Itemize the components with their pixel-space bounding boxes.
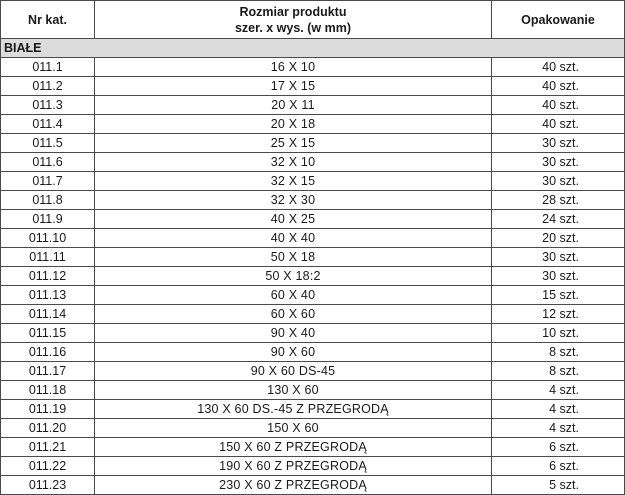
- product-size-cell: 32 X 10: [95, 153, 492, 172]
- packaging-cell: 4 szt.: [492, 400, 625, 419]
- catalog-number-cell: 011.10: [1, 229, 95, 248]
- packaging-cell: 40 szt.: [492, 115, 625, 134]
- product-size-cell: 60 X 60: [95, 305, 492, 324]
- table-row: [1, 115, 625, 134]
- catalog-number-cell: 011.20: [1, 419, 95, 438]
- catalog-number-cell: 011.6: [1, 153, 95, 172]
- catalog-number-cell: 011.19: [1, 400, 95, 419]
- product-size-cell: 16 X 10: [95, 58, 492, 77]
- section-row: [1, 39, 625, 58]
- table-row: [1, 381, 625, 400]
- catalog-number-cell: 011.17: [1, 362, 95, 381]
- catalog-number-cell: 011.4: [1, 115, 95, 134]
- catalog-number-cell: 011.23: [1, 476, 95, 495]
- catalog-number-cell: 011.9: [1, 210, 95, 229]
- table-row: [1, 248, 625, 267]
- catalog-number-cell: 011.12: [1, 267, 95, 286]
- table-row: [1, 362, 625, 381]
- packaging-cell: 15 szt.: [492, 286, 625, 305]
- section-title: BIAŁE: [1, 39, 625, 58]
- product-size-cell: 90 X 60: [95, 343, 492, 362]
- header-row: [1, 1, 625, 39]
- packaging-cell: 30 szt.: [492, 172, 625, 191]
- product-size-cell: 130 X 60 DS.-45 Z PRZEGRODĄ: [95, 400, 492, 419]
- catalog-number-cell: 011.22: [1, 457, 95, 476]
- packaging-cell: 5 szt.: [492, 476, 625, 495]
- packaging-cell: 24 szt.: [492, 210, 625, 229]
- catalog-number-cell: 011.1: [1, 58, 95, 77]
- catalog-number-cell: 011.7: [1, 172, 95, 191]
- table-row: [1, 191, 625, 210]
- packaging-cell: 40 szt.: [492, 96, 625, 115]
- table-row: [1, 134, 625, 153]
- catalog-number-cell: 011.11: [1, 248, 95, 267]
- packaging-cell: 8 szt.: [492, 362, 625, 381]
- packaging-cell: 28 szt.: [492, 191, 625, 210]
- packaging-cell: 30 szt.: [492, 134, 625, 153]
- catalog-number-cell: 011.13: [1, 286, 95, 305]
- product-size-cell: 40 X 25: [95, 210, 492, 229]
- table-row: [1, 324, 625, 343]
- packaging-cell: 8 szt.: [492, 343, 625, 362]
- product-size-cell: 20 X 18: [95, 115, 492, 134]
- packaging-cell: 6 szt.: [492, 438, 625, 457]
- catalog-number-cell: 011.2: [1, 77, 95, 96]
- header-packaging: Opakowanie: [492, 1, 625, 39]
- product-size-cell: 60 X 40: [95, 286, 492, 305]
- catalog-number-cell: 011.15: [1, 324, 95, 343]
- product-size-cell: 17 X 15: [95, 77, 492, 96]
- packaging-cell: 4 szt.: [492, 381, 625, 400]
- product-size-cell: 50 X 18: [95, 248, 492, 267]
- product-size-cell: 130 X 60: [95, 381, 492, 400]
- table-header: [1, 1, 625, 39]
- header-product-size-line1: Rozmiar produktu: [239, 4, 347, 19]
- product-size-cell: 90 X 60 DS-45: [95, 362, 492, 381]
- table-row: [1, 400, 625, 419]
- product-size-cell: 150 X 60 Z PRZEGRODĄ: [95, 438, 492, 457]
- catalog-number-cell: 011.5: [1, 134, 95, 153]
- table-row: [1, 267, 625, 286]
- product-size-cell: 230 X 60 Z PRZEGRODĄ: [95, 476, 492, 495]
- header-product-size-line2: szer. x wys. (w mm): [234, 20, 352, 35]
- product-size-cell: 20 X 11: [95, 96, 492, 115]
- catalog-number-cell: 011.18: [1, 381, 95, 400]
- table-row: [1, 172, 625, 191]
- product-size-cell: 150 X 60: [95, 419, 492, 438]
- header-catalog-number: Nr kat.: [1, 1, 95, 39]
- table-body: [1, 39, 625, 495]
- table-row: [1, 286, 625, 305]
- packaging-cell: 30 szt.: [492, 248, 625, 267]
- table-row: [1, 77, 625, 96]
- packaging-cell: 30 szt.: [492, 267, 625, 286]
- product-size-cell: 90 X 40: [95, 324, 492, 343]
- table-row: [1, 419, 625, 438]
- product-size-cell: 40 X 40: [95, 229, 492, 248]
- table-row: [1, 58, 625, 77]
- table-row: [1, 476, 625, 495]
- packaging-cell: 30 szt.: [492, 153, 625, 172]
- catalog-number-cell: 011.8: [1, 191, 95, 210]
- table-row: [1, 457, 625, 476]
- product-size-cell: 32 X 15: [95, 172, 492, 191]
- header-product-size: [95, 1, 492, 39]
- packaging-cell: 10 szt.: [492, 324, 625, 343]
- table-row: [1, 305, 625, 324]
- catalog-number-cell: 011.16: [1, 343, 95, 362]
- product-size-cell: 190 X 60 Z PRZEGRODĄ: [95, 457, 492, 476]
- packaging-cell: 40 szt.: [492, 77, 625, 96]
- packaging-cell: 40 szt.: [492, 58, 625, 77]
- table-row: [1, 153, 625, 172]
- packaging-cell: 12 szt.: [492, 305, 625, 324]
- packaging-cell: 4 szt.: [492, 419, 625, 438]
- catalog-number-cell: 011.14: [1, 305, 95, 324]
- catalog-number-cell: 011.3: [1, 96, 95, 115]
- catalog-number-cell: 011.21: [1, 438, 95, 457]
- table-row: [1, 96, 625, 115]
- product-size-cell: 25 X 15: [95, 134, 492, 153]
- packaging-cell: 20 szt.: [492, 229, 625, 248]
- table-row: [1, 438, 625, 457]
- product-size-cell: 50 X 18:2: [95, 267, 492, 286]
- table-row: [1, 343, 625, 362]
- table-row: [1, 210, 625, 229]
- table-row: [1, 229, 625, 248]
- packaging-cell: 6 szt.: [492, 457, 625, 476]
- product-size-cell: 32 X 30: [95, 191, 492, 210]
